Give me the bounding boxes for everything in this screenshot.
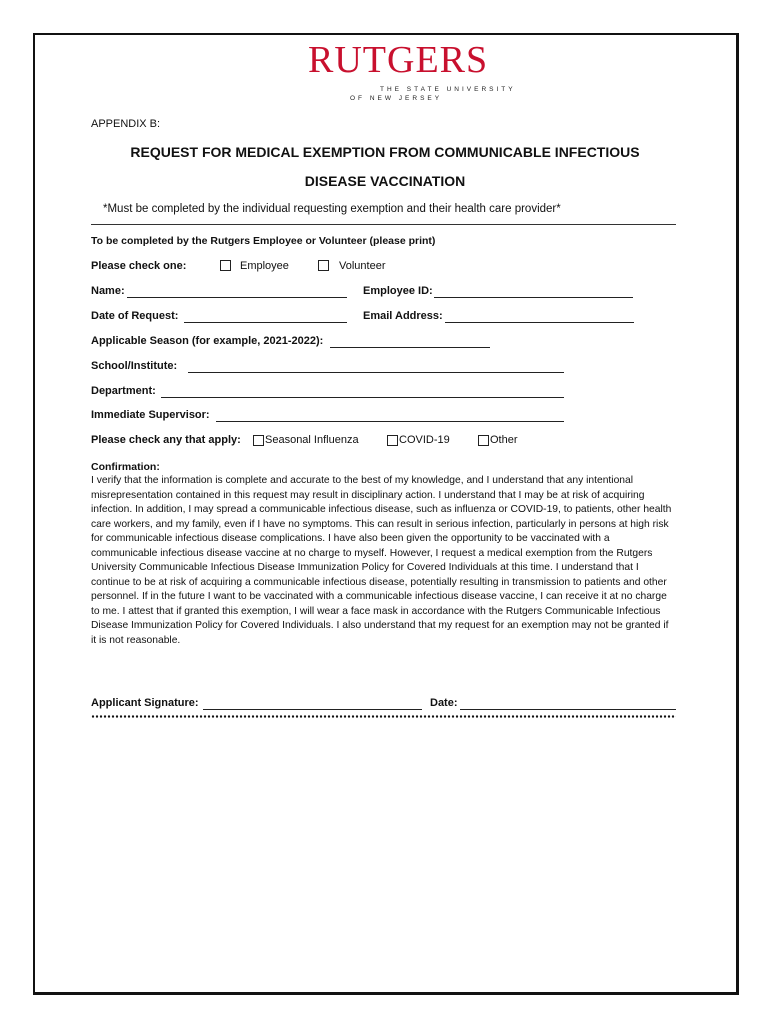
completion-note: *Must be completed by the individual requesting exemption and their health care provider* (103, 203, 561, 215)
volunteer-option-label: Volunteer (339, 260, 386, 272)
instructions-text: To be completed by the Rutgers Employee or Volunteer (please print) (91, 235, 436, 247)
seasonal-influenza-checkbox[interactable] (253, 435, 264, 446)
school-field[interactable] (188, 372, 564, 373)
confirmation-heading: Confirmation: (91, 461, 160, 473)
department-label: Department: (91, 385, 156, 397)
applicant-signature-label: Applicant Signature: (91, 697, 199, 709)
logo-wordmark: RUTGERS (308, 39, 489, 81)
applicant-signature-field[interactable] (203, 709, 422, 710)
confirmation-text: I verify that the information is complete and accurate to the best of my knowledge, and I understand that any intentional misrepresentation contained in this request may result in disciplinary action. I understand that I may be at risk of acquiring infection. In addition, I may spread a communicable infectious disease, such as influenza or COVID-19, to patients, other health care workers, and my family, even if I have no symptoms. This can result in serious infection, particularly in persons at high risk for communicable infectious disease complications. I have also been given the opportunity to be vaccinated with a communicable infectious disease vaccine at no charge to myself. However, I request a medical exemption from the Rutgers University Communicable Infectious Disease Immunization Policy for Covered Individuals at this time. I understand that I continue to be at risk of acquiring a communicable infectious disease, potentially resulting in transmission to patients and other personnel. If in the future I want to be vaccinated with a communicable infectious disease vaccine, I can receive it at no charge to me. I attest that if granted this exemption, I will wear a face mask in accordance with the Rutgers Communicable Infectious Disease Immunization Policy for Covered Individuals. I also understand that my request for an exemption may not be granted if it is not reasonable. (91, 475, 672, 646)
dotted-separator (91, 715, 676, 718)
employee-id-label: Employee ID: (363, 285, 433, 297)
other-label: Other (490, 434, 518, 446)
check-one-label: Please check one: (91, 260, 187, 272)
employee-checkbox[interactable] (220, 260, 231, 271)
other-checkbox[interactable] (478, 435, 489, 446)
name-label: Name: (91, 285, 125, 297)
supervisor-field[interactable] (216, 421, 564, 422)
department-field[interactable] (161, 397, 564, 398)
signature-date-label: Date: (430, 697, 458, 709)
email-label: Email Address: (363, 310, 443, 322)
check-any-label: Please check any that apply: (91, 434, 241, 446)
covid-19-checkbox[interactable] (387, 435, 398, 446)
season-label: Applicable Season (for example, 2021-2022): (91, 335, 324, 347)
supervisor-label: Immediate Supervisor: (91, 409, 210, 421)
appendix-label: APPENDIX B: (91, 118, 161, 130)
email-field[interactable] (445, 322, 634, 323)
logo-subtitle-line2: OF NEW JERSEY (350, 95, 443, 102)
season-field[interactable] (330, 347, 490, 348)
school-label: School/Institute: (91, 360, 178, 372)
form-title-line2: DISEASE VACCINATION (304, 173, 466, 189)
signature-date-field[interactable] (460, 709, 676, 710)
name-field[interactable] (127, 297, 347, 298)
logo-subtitle-line1: THE STATE UNIVERSITY (380, 86, 516, 93)
date-of-request-label: Date of Request: (91, 310, 179, 322)
date-of-request-field[interactable] (184, 322, 347, 323)
covid-19-label: COVID-19 (399, 434, 450, 446)
divider (91, 224, 676, 225)
employee-option-label: Employee (240, 260, 289, 272)
seasonal-influenza-label: Seasonal Influenza (265, 434, 359, 446)
volunteer-checkbox[interactable] (318, 260, 329, 271)
employee-id-field[interactable] (434, 297, 633, 298)
form-title-line1: REQUEST FOR MEDICAL EXEMPTION FROM COMMUNICABLE INFECTIOUS (130, 144, 640, 160)
